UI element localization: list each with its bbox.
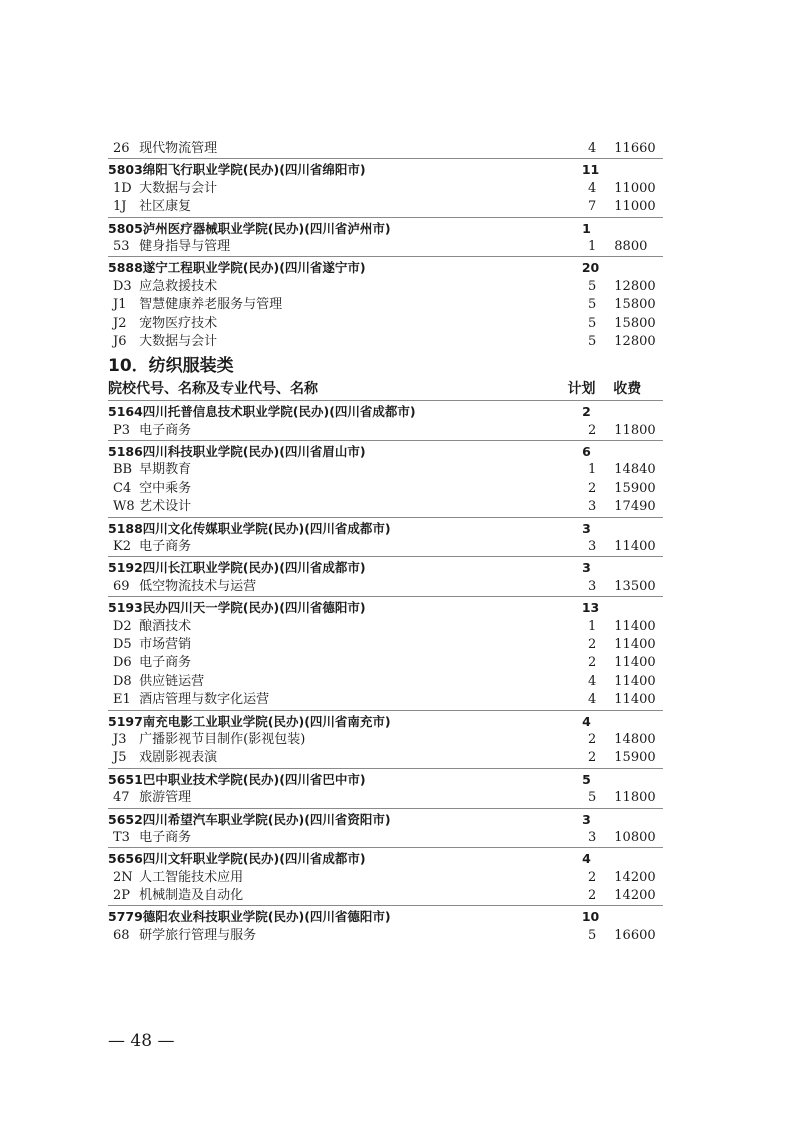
school-code: 5803 [108,162,143,178]
major-name-cell [108,578,583,596]
school-group [108,140,663,158]
major-plan: 5 [588,927,597,943]
school-group [108,596,663,709]
major-code: 2N [113,869,133,885]
major-plan: 2 [588,636,597,652]
major-code: J6 [113,333,127,349]
major-fee: 15800 [614,315,656,331]
school-name-cell [108,811,582,829]
major-name: 研学旅行管理与服务 [139,927,257,943]
major-name: 应急救援技术 [139,278,218,294]
major-name-cell [108,333,583,351]
major-name-cell [108,887,583,905]
school-row [108,599,663,617]
major-name-cell [108,498,583,516]
column-header [108,378,663,400]
school-plan: 11 [581,162,600,178]
school-fee-empty [614,161,663,179]
school-code: 5188 [108,520,143,536]
major-row [108,538,663,556]
major-plan: 2 [588,422,597,438]
major-plan: 4 [588,141,597,156]
header-fee: 收费 [613,381,642,398]
major-code: E1 [113,692,131,708]
major-plan: 5 [588,333,597,349]
major-row [108,278,663,296]
major-name: 现代物流管理 [139,141,218,156]
school-fee-empty [614,559,663,577]
major-code: W8 [113,499,135,515]
school-row [108,771,663,789]
major-row [108,422,663,440]
major-name: 市场营销 [139,636,192,652]
school-group [108,847,663,905]
major-row [108,140,663,158]
school-plan: 10 [581,909,600,925]
school-fee-empty [614,908,663,926]
school-fee-empty [614,713,663,731]
school-name-cell [108,771,582,789]
school-row [108,259,663,277]
major-plan: 1 [588,462,597,478]
school-name-cell [108,443,582,461]
major-plan: 1 [588,238,597,254]
school-row [108,811,663,829]
major-row [108,691,663,709]
major-code: D3 [113,278,132,294]
school-name-cell [108,520,582,538]
school-plan: 2 [582,404,591,420]
major-fee: 8800 [614,238,648,254]
school-fee-empty [614,850,663,868]
school-code: 5779 [108,909,143,925]
school-code: 5197 [108,713,143,729]
school-name: 四川文轩职业学院(民办)(四川省成都市) [142,851,366,867]
school-row [108,908,663,926]
major-code: D6 [113,655,132,671]
major-fee: 11400 [614,539,656,555]
school-group [108,256,663,351]
school-name-cell [108,559,582,577]
major-fee: 11800 [614,422,656,438]
major-fee: 17490 [614,499,656,515]
school-name-cell [108,220,582,238]
school-group [108,808,663,848]
major-code: 1D [113,180,132,196]
major-name-cell [108,238,583,256]
major-plan: 5 [588,278,597,294]
school-name-cell [108,259,582,277]
major-plan: 3 [588,539,597,555]
school-row [108,161,663,179]
school-name: 四川科技职业学院(民办)(四川省眉山市) [142,444,366,460]
major-row [108,578,663,596]
major-fee: 12800 [614,278,656,294]
school-row [108,443,663,461]
school-fee-empty [614,599,663,617]
major-plan: 4 [588,180,597,196]
school-code: 5192 [108,560,143,576]
major-row [108,498,663,516]
major-row [108,461,663,479]
school-plan: 4 [582,851,591,867]
major-name: 低空物流技术与运营 [139,578,257,594]
major-plan: 3 [588,829,597,845]
major-code: 53 [113,238,130,254]
school-plan: 20 [581,260,600,276]
major-name-cell [108,180,583,198]
school-code: 5805 [108,220,143,236]
major-plan: 5 [588,790,597,806]
major-plan: 4 [588,673,597,689]
major-name-cell [108,140,583,158]
major-code: 26 [113,141,130,156]
major-code: J5 [113,750,127,766]
major-name: 空中乘务 [139,480,192,496]
major-name-cell [108,636,583,654]
major-name: 大数据与会计 [139,180,218,196]
major-row [108,296,663,314]
major-plan: 3 [588,578,597,594]
major-code: T3 [113,829,130,845]
groups-before [108,140,663,351]
major-fee: 11400 [614,618,656,634]
major-fee: 14200 [614,869,656,885]
major-fee: 15900 [614,480,656,496]
major-row [108,618,663,636]
major-row [108,749,663,767]
school-name: 绵阳飞行职业学院(民办)(四川省绵阳市) [142,162,366,178]
major-name: 电子商务 [139,829,192,845]
school-group [108,400,663,440]
major-plan: 7 [588,199,597,215]
school-name-cell [108,599,582,617]
page-number: — 48 — [108,1031,175,1051]
major-row [108,636,663,654]
major-row [108,198,663,216]
major-name: 智慧健康养老服务与管理 [139,297,283,313]
major-fee: 11000 [614,180,656,196]
major-fee: 14200 [614,888,656,904]
major-row [108,869,663,887]
major-fee: 11400 [614,692,656,708]
major-name: 酒店管理与数字化运营 [139,692,270,708]
major-name: 早期教育 [139,462,192,478]
major-name: 酿酒技术 [139,618,192,634]
major-row [108,180,663,198]
major-fee: 14840 [614,462,656,478]
major-plan: 4 [588,692,597,708]
school-row [108,520,663,538]
admission-table [108,138,663,945]
major-fee: 11000 [614,199,656,215]
major-fee: 13500 [614,578,656,594]
major-plan: 2 [588,480,597,496]
school-fee-empty [614,771,663,789]
major-row [108,927,663,945]
major-code: BB [113,462,133,478]
school-name-cell [108,850,582,868]
major-name: 电子商务 [139,422,192,438]
school-name: 四川希望汽车职业学院(民办)(四川省资阳市) [142,811,391,827]
major-code: 47 [113,790,130,806]
major-name-cell [108,198,583,216]
school-group [108,440,663,517]
school-group [108,905,663,945]
major-name-cell [108,315,583,333]
major-code: D8 [113,673,132,689]
school-plan: 3 [582,520,591,536]
school-plan: 1 [582,220,591,236]
major-plan: 1 [588,618,597,634]
school-group [108,517,663,557]
major-row [108,789,663,807]
major-plan: 2 [588,869,597,885]
major-fee: 11660 [614,141,656,156]
school-row [108,850,663,868]
major-code: 1J [113,199,127,215]
major-row [108,673,663,691]
major-plan: 2 [588,655,597,671]
major-name-cell [108,654,583,672]
school-name-cell [108,161,582,179]
major-name: 人工智能技术应用 [139,869,244,885]
school-plan: 3 [582,560,591,576]
header-name: 院校代号、名称及专业代号、名称 [108,381,318,398]
major-name-cell [108,278,583,296]
groups-after [108,400,663,945]
major-row [108,731,663,749]
major-name: 健身指导与管理 [139,238,231,254]
school-plan: 4 [582,713,591,729]
major-plan: 2 [588,750,597,766]
school-group [108,556,663,596]
school-group [108,158,663,216]
major-row [108,887,663,905]
school-row [108,713,663,731]
major-fee: 11400 [614,673,656,689]
major-name-cell [108,296,583,314]
major-plan: 2 [588,888,597,904]
major-code: K2 [113,539,131,555]
major-name-cell [108,538,583,556]
major-name-cell [108,869,583,887]
major-fee: 11400 [614,655,656,671]
major-fee: 15900 [614,750,656,766]
school-name-cell [108,908,582,926]
major-name-cell [108,673,583,691]
major-name-cell [108,691,583,709]
major-name: 艺术设计 [139,499,192,515]
major-code: J2 [113,315,127,331]
school-fee-empty [614,811,663,829]
section-title: 10．纺织服装类 [108,356,234,377]
school-fee-empty [614,220,663,238]
school-name: 四川托普信息技术职业学院(民办)(四川省成都市) [142,404,416,420]
major-fee: 12800 [614,333,656,349]
school-row [108,403,663,421]
major-row [108,315,663,333]
major-name: 供应链运营 [139,673,205,689]
major-plan: 3 [588,499,597,515]
major-code: D2 [113,618,132,634]
school-name: 南充电影工业职业学院(民办)(四川省南充市) [142,713,391,729]
major-fee: 14800 [614,731,656,747]
major-fee: 15800 [614,297,656,313]
school-name: 德阳农业科技职业学院(民办)(四川省德阳市) [142,909,391,925]
major-row [108,238,663,256]
major-name-cell [108,829,583,847]
school-code: 5656 [108,851,143,867]
school-plan: 3 [582,811,591,827]
major-code: J1 [113,297,127,313]
major-name-cell [108,618,583,636]
major-row [108,654,663,672]
school-code: 5652 [108,811,143,827]
major-plan: 5 [588,315,597,331]
major-name: 机械制造及自动化 [139,888,244,904]
major-name-cell [108,749,583,767]
school-name: 四川长江职业学院(民办)(四川省成都市) [142,560,366,576]
school-plan: 6 [582,444,591,460]
school-code: 5888 [108,260,143,276]
school-row [108,559,663,577]
school-name: 四川文化传媒职业学院(民办)(四川省成都市) [142,520,391,536]
major-name-cell [108,927,583,945]
major-code: P3 [113,422,131,438]
major-fee: 10800 [614,829,656,845]
major-name: 电子商务 [139,539,192,555]
school-name: 巴中职业技术学院(民办)(四川省巴中市) [142,771,366,787]
school-code: 5651 [108,771,143,787]
major-row [108,333,663,351]
major-code: 69 [113,578,130,594]
header-plan: 计划 [567,381,596,398]
major-code: C4 [113,480,132,496]
school-code: 5186 [108,444,143,460]
major-plan: 5 [588,297,597,313]
school-fee-empty [614,403,663,421]
major-code: J3 [113,731,127,747]
major-code: 68 [113,927,130,943]
major-name: 广播影视节目制作(影视包装) [139,731,306,747]
school-group [108,710,663,768]
school-name: 泸州医疗器械职业学院(民办)(四川省泸州市) [142,220,391,236]
school-plan: 5 [582,771,591,787]
school-name-cell [108,403,582,421]
major-plan: 2 [588,731,597,747]
major-fee: 11400 [614,636,656,652]
school-code: 5193 [108,600,143,616]
school-name: 遂宁工程职业学院(民办)(四川省遂宁市) [142,260,366,276]
major-fee: 16600 [614,927,656,943]
major-code: D5 [113,636,132,652]
major-name: 大数据与会计 [139,333,218,349]
major-name: 社区康复 [139,199,192,215]
major-row [108,480,663,498]
major-code: 2P [113,888,131,904]
school-fee-empty [614,259,663,277]
school-name-cell [108,713,582,731]
school-group [108,768,663,808]
school-group [108,217,663,257]
school-fee-empty [614,443,663,461]
school-code: 5164 [108,404,143,420]
major-name: 旅游管理 [139,790,192,806]
major-name-cell [108,480,583,498]
major-name-cell [108,731,583,749]
major-name-cell [108,422,583,440]
major-row [108,829,663,847]
major-name: 戏剧影视表演 [139,750,218,766]
school-plan: 13 [581,600,600,616]
school-fee-empty [614,520,663,538]
school-name: 民办四川天一学院(民办)(四川省德阳市) [142,600,366,616]
major-fee: 11800 [614,790,656,806]
major-name: 宠物医疗技术 [139,315,218,331]
major-name-cell [108,461,583,479]
major-name: 电子商务 [139,655,192,671]
major-name-cell [108,789,583,807]
school-row [108,220,663,238]
